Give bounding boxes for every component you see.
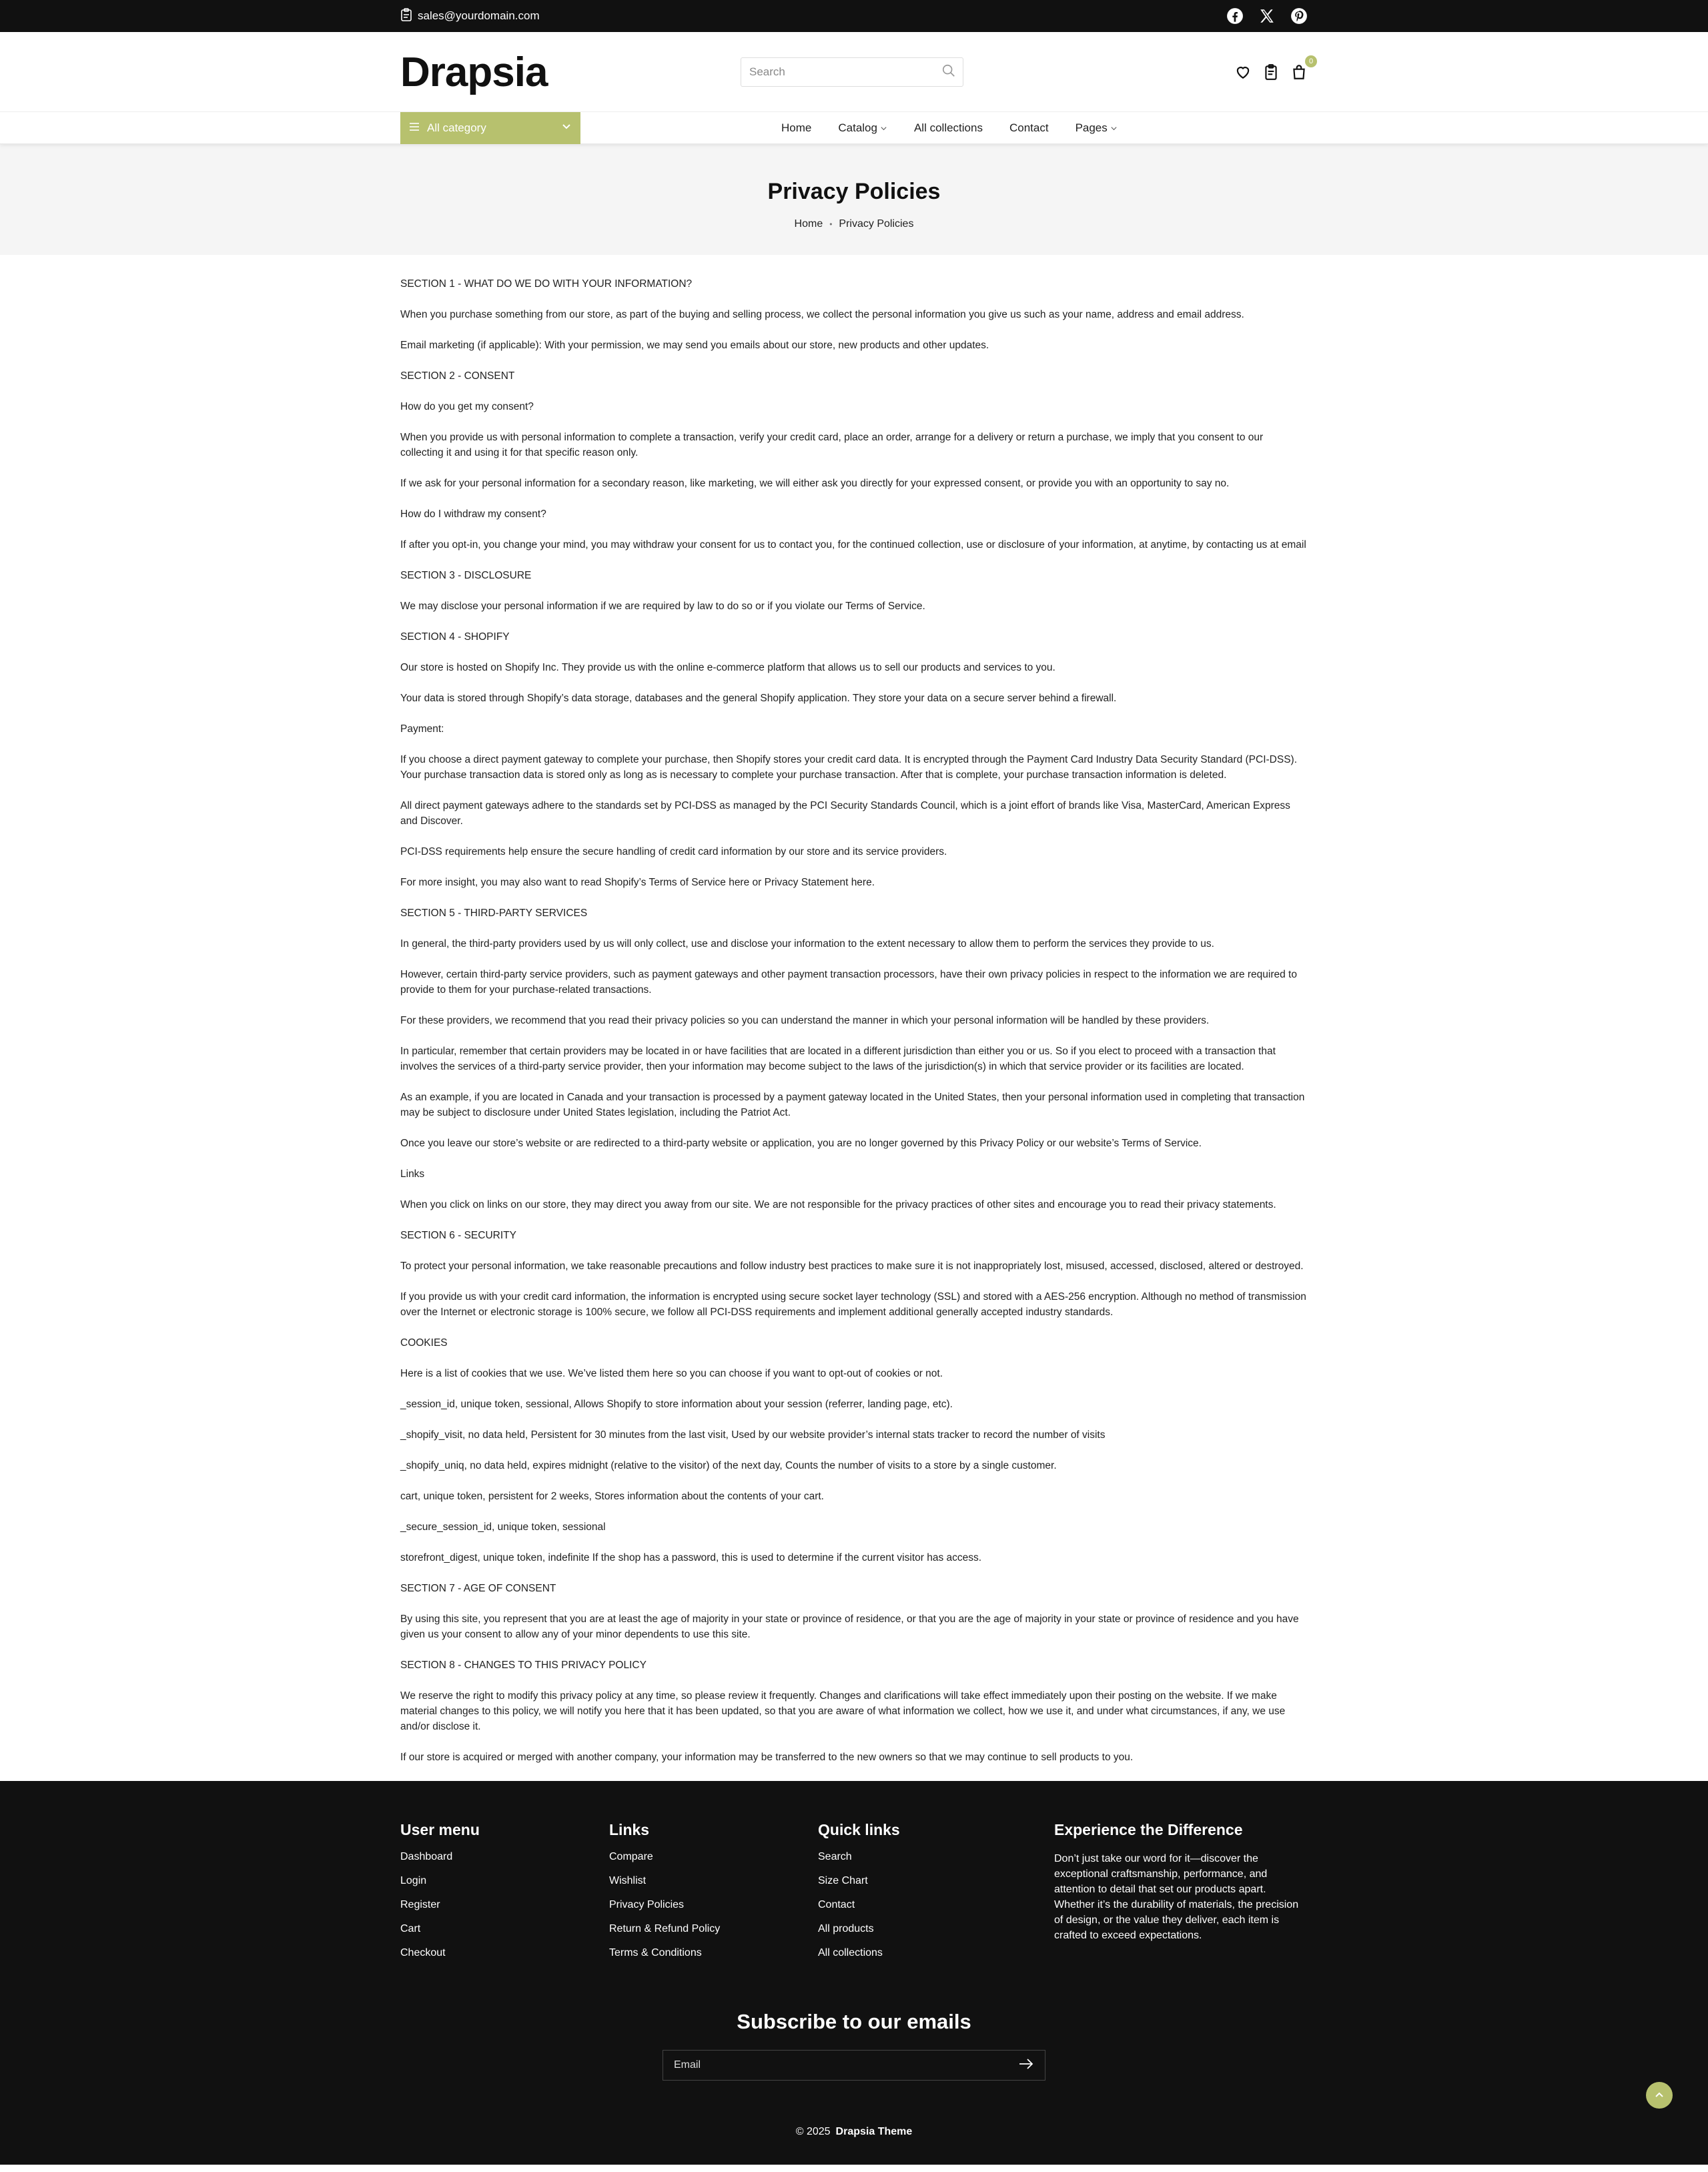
newsletter-form [663, 2050, 1045, 2081]
policy-paragraph: If you provide us with your credit card information, the information is encrypted using secure socket layer technology (SSL) and stored with a AES-256 encryption. Although no method of transmission over the Internet or electronic storage is 100% secure, we follow all PCI-DSS requirements and implement additional generally accepted industry standards. [400, 1291, 1306, 1318]
policy-paragraph: As an example, if you are located in Canada and your transaction is processed by a payment gateway located in the United States, then your personal information used in completing that transaction may be subject to disclosure under United States legislation, including the Patriot Act. [400, 1092, 1305, 1118]
footer-columns [400, 1781, 1308, 1971]
wishlist-heart-icon[interactable] [1234, 63, 1252, 81]
policy-paragraph: cart, unique token, persistent for 2 weeks, Stores information about the contents of your cart. [400, 1491, 824, 1502]
policy-paragraph: SECTION 8 - CHANGES TO THIS PRIVACY POLICY [400, 1660, 647, 1671]
breadcrumb-current: Privacy Policies [839, 218, 914, 230]
contact-email[interactable] [400, 8, 540, 25]
policy-content [0, 255, 1708, 1781]
clipboard-icon [400, 8, 412, 25]
footer-heading: Links [609, 1821, 650, 1838]
footer-link-terms[interactable]: Terms & Conditions [609, 1947, 702, 1958]
footer-heading: Quick links [818, 1821, 900, 1838]
newsletter-title: Subscribe to our emails [737, 2010, 971, 2033]
policy-paragraph: COOKIES [400, 1337, 448, 1349]
policy-paragraph: SECTION 7 - AGE OF CONSENT [400, 1583, 556, 1594]
footer-link-all-products[interactable]: All products [818, 1923, 874, 1934]
search-bar [741, 57, 963, 87]
chevron-down-icon [560, 121, 572, 136]
top-bar [0, 0, 1708, 32]
cart-bag-icon[interactable] [1290, 57, 1314, 81]
back-to-top-button[interactable] [1646, 2082, 1673, 2109]
compare-clipboard-icon[interactable] [1262, 63, 1280, 81]
footer-link-search[interactable]: Search [818, 1851, 852, 1862]
x-icon[interactable] [1258, 7, 1276, 25]
policy-paragraph: For these providers, we recommend that you read their privacy policies so you can understand the manner in which your personal information will be handled by these providers. [400, 1015, 1210, 1026]
policy-paragraph: SECTION 6 - SECURITY [400, 1230, 516, 1241]
policy-paragraph: _shopify_uniq, no data held, expires midnight (relative to the visitor) of the next day, Counts the number of visits to a store by a single customer. [400, 1460, 1057, 1471]
policy-paragraph: We reserve the right to modify this privacy policy at any time, so please review it frequently. Changes and clarifications will take effect immediately upon their posting on the website. If we make material changes to this policy, we will notify you here that it has been updated, so that you are aware of what information we collect, how we use it, and under what circumstances, if any, we use and/or disclose it. [400, 1690, 1286, 1732]
footer-heading: Experience the Difference [1054, 1821, 1243, 1838]
footer-link-dashboard[interactable]: Dashboard [400, 1851, 453, 1862]
footer-link-register[interactable]: Register [400, 1899, 440, 1910]
policy-paragraph: In general, the third-party providers used by us will only collect, use and disclose your information to the extent necessary to allow them to perform the services they provide to us. [400, 938, 1214, 950]
footer-link-cart[interactable]: Cart [400, 1923, 421, 1934]
footer-link-all-collections[interactable]: All collections [818, 1947, 883, 1958]
facebook-icon[interactable] [1226, 7, 1244, 25]
policy-paragraph: If you choose a direct payment gateway to complete your purchase, then Shopify stores your credit card data. It is encrypted through the Payment Card Industry Data Security Standard (PCI-DSS). Your purchase transaction data is stored only as long as is necessary to complete your purchase transaction. After that is complete, your purchase transaction information is deleted. [400, 754, 1298, 781]
nav-links [781, 112, 1118, 144]
policy-paragraph: Payment: [400, 723, 444, 735]
site-header [0, 32, 1708, 112]
footer-link-compare[interactable]: Compare [609, 1851, 653, 1862]
policy-paragraph: Email marketing (if applicable): With your permission, we may send you emails about our store, new products and other updates. [400, 340, 989, 351]
page-title-section [0, 144, 1708, 255]
cart-count-badge: 0 [1305, 55, 1317, 67]
policy-paragraph: Your data is stored through Shopify’s data storage, databases and the general Shopify application. They store your data on a secure server behind a firewall. [400, 693, 1117, 704]
footer-experience [1054, 1821, 1308, 1971]
policy-paragraph: _secure_session_id, unique token, sessional [400, 1521, 606, 1533]
policy-paragraph: If after you opt-in, you change your mind, you may withdraw your consent for us to contact you, for the continued collection, use or disclosure of your information, at anytime, by contacting us at email [400, 539, 1306, 551]
site-logo[interactable]: Drapsia [400, 49, 548, 95]
nav-catalog-label: Catalog [838, 121, 877, 134]
footer-link-checkout[interactable]: Checkout [400, 1947, 446, 1958]
email-text: sales@yourdomain.com [418, 9, 540, 22]
page-title: Privacy Policies [767, 179, 941, 204]
policy-paragraph: SECTION 2 - CONSENT [400, 370, 515, 382]
menu-hamburger-icon [408, 121, 420, 136]
breadcrumb-home[interactable]: Home [794, 218, 823, 230]
search-icon[interactable] [941, 63, 956, 81]
footer-link-privacy[interactable]: Privacy Policies [609, 1899, 685, 1910]
policy-paragraph: To protect your personal information, we take reasonable precautions and follow industry best practices to make sure it is not inappropriately lost, misused, accessed, disclosed, altered or destroyed. [400, 1260, 1304, 1272]
policy-paragraph: When you purchase something from our store, as part of the buying and selling process, we collect the personal information you give us such as your name, address and email address. [400, 309, 1244, 320]
policy-text [400, 276, 1308, 1765]
policy-paragraph: SECTION 1 - WHAT DO WE DO WITH YOUR INFORMATION? [400, 278, 693, 290]
policy-paragraph: If we ask for your personal information for a secondary reason, like marketing, we will either ask you directly for your expressed consent, or provide you with an opportunity to say no. [400, 478, 1230, 489]
policy-paragraph: How do I withdraw my consent? [400, 508, 546, 520]
search-input[interactable] [749, 65, 941, 79]
policy-paragraph: If our store is acquired or merged with another company, your information may be transferred to the new owners so that we may continue to sell products to you. [400, 1752, 1134, 1763]
footer-link-size-chart[interactable]: Size Chart [818, 1875, 868, 1886]
footer-heading: User menu [400, 1821, 480, 1838]
nav-all-collections[interactable]: All collections [913, 121, 983, 134]
breadcrumb [0, 218, 1708, 230]
newsletter-email-input[interactable] [674, 2059, 1018, 2071]
footer-link-contact[interactable]: Contact [818, 1899, 855, 1910]
footer-link-refund[interactable]: Return & Refund Policy [609, 1923, 721, 1934]
arrow-right-icon[interactable] [1018, 2058, 1034, 2073]
policy-paragraph: storefront_digest, unique token, indefinite If the shop has a password, this is used to determine if the current visitor has access. [400, 1552, 982, 1563]
policy-paragraph: In particular, remember that certain providers may be located in or have facilities that are located in a different jurisdiction than either you or us. So if you elect to proceed with a transaction that involves the services of a third-party service provider, then your information may become subject to the laws of the jurisdiction(s) in which that service provider or its facilities are located. [400, 1046, 1276, 1072]
policy-paragraph: SECTION 4 - SHOPIFY [400, 631, 510, 643]
policy-paragraph: Links [400, 1168, 425, 1180]
main-navigation [0, 112, 1708, 144]
footer-link-wishlist[interactable]: Wishlist [609, 1875, 647, 1886]
policy-paragraph: _shopify_visit, no data held, Persistent for 30 minutes from the last visit, Used by our website provider’s internal stats tracker to record the number of visits [400, 1429, 1106, 1441]
site-footer [0, 1781, 1708, 2165]
policy-paragraph: PCI-DSS requirements help ensure the secure handling of credit card information by our store and its service providers. [400, 846, 947, 857]
newsletter-section [400, 2010, 1308, 2081]
all-category-dropdown[interactable] [400, 112, 580, 144]
footer-links [609, 1821, 818, 1971]
policy-paragraph: However, certain third-party service providers, such as payment gateways and other payment transaction processors, have their own privacy policies in respect to the information we are required to provide to them for your purchase-related transactions. [400, 969, 1297, 996]
footer-link-login[interactable]: Login [400, 1875, 427, 1886]
policy-paragraph: By using this site, you represent that you are at least the age of majority in your state or province of residence, or that you are the age of majority in your state or province of residence and you have given us your consent to allow any of your minor dependents to use this site. [400, 1613, 1299, 1640]
breadcrumb-separator: • [829, 220, 833, 229]
all-category-label: All category [427, 121, 486, 134]
policy-paragraph: When you click on links on our store, they may direct you away from our site. We are not responsible for the privacy practices of other sites and encourage you to read their privacy statements. [400, 1199, 1276, 1210]
nav-home[interactable]: Home [781, 121, 812, 134]
nav-contact[interactable]: Contact [1009, 121, 1049, 134]
copyright-brand[interactable]: Drapsia Theme [835, 2126, 913, 2137]
footer-experience-text: Don’t just take our word for it—discover the exceptional craftsmanship, performance, and attention to detail that set our products apart. Whether it’s the durability of materials, the precision of design, or the value they deliver, each item is crafted to exceed expectations. [1054, 1853, 1299, 1941]
policy-paragraph: _session_id, unique token, sessional, Allows Shopify to store information about your session (referrer, landing page, etc). [400, 1399, 953, 1410]
copyright-year: © 2025 [795, 2126, 831, 2137]
policy-paragraph: SECTION 5 - THIRD-PARTY SERVICES [400, 908, 588, 919]
policy-paragraph: Here is a list of cookies that we use. We’ve listed them here so you can choose if you want to opt-out of cookies or not. [400, 1368, 943, 1379]
policy-paragraph: How do you get my consent? [400, 401, 534, 412]
footer-quick-links [818, 1821, 1054, 1971]
nav-pages[interactable] [1076, 121, 1118, 135]
policy-paragraph: When you provide us with personal information to complete a transaction, verify your credit card, place an order, arrange for a delivery or return a purchase, we imply that you consent to our collecting it and using it for that specific reason only. [400, 432, 1264, 458]
header-actions [1234, 57, 1314, 81]
policy-paragraph: For more insight, you may also want to read Shopify’s Terms of Service here or Privacy Statement here. [400, 877, 875, 888]
chevron-down-icon [1110, 125, 1118, 132]
footer-user-menu [400, 1821, 609, 1971]
policy-paragraph: Once you leave our store’s website or are redirected to a third-party website or application, you are no longer governed by this Privacy Policy or our website’s Terms of Service. [400, 1138, 1202, 1149]
policy-paragraph: SECTION 3 - DISCLOSURE [400, 570, 532, 581]
nav-pages-label: Pages [1075, 121, 1108, 134]
chevron-down-icon [880, 125, 887, 132]
pinterest-icon[interactable] [1290, 7, 1308, 25]
nav-catalog[interactable] [838, 121, 887, 135]
policy-paragraph: We may disclose your personal information if we are required by law to do so or if you violate our Terms of Service. [400, 601, 925, 612]
social-links [1226, 7, 1308, 25]
chevron-up-icon [1653, 2089, 1665, 2101]
copyright [400, 2126, 1308, 2138]
policy-paragraph: All direct payment gateways adhere to the standards set by PCI-DSS as managed by the PCI Security Standards Council, which is a joint effort of brands like Visa, MasterCard, American Express and Discover. [400, 800, 1290, 827]
policy-paragraph: Our store is hosted on Shopify Inc. They provide us with the online e-commerce platform that allows us to sell our products and services to you. [400, 662, 1055, 673]
